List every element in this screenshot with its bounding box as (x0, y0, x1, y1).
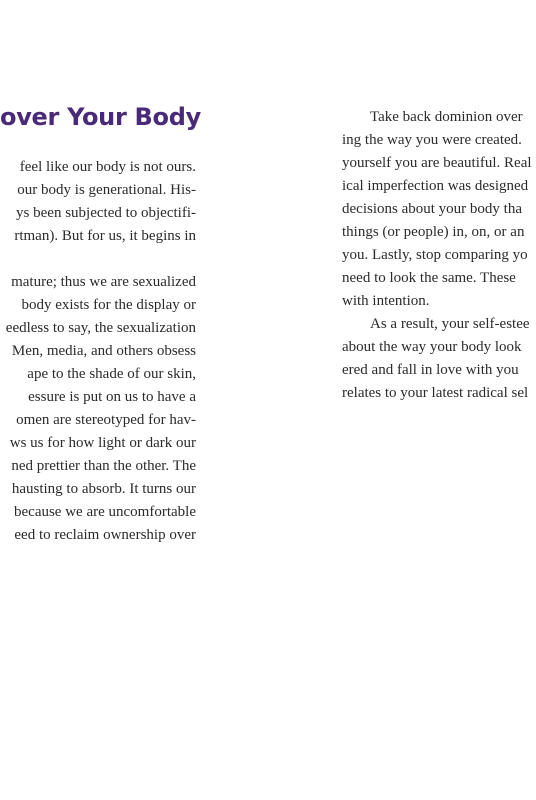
text-line: eedless to say, the sexualization (5, 320, 196, 336)
text-line: As a result, your self-estee (370, 316, 530, 332)
text-line: need to look the same. These (342, 270, 516, 286)
text-line: ered and fall in love with you (342, 362, 519, 378)
section-heading: over Your Body (0, 103, 201, 131)
text-line: relates to your latest radical sel (342, 385, 529, 401)
text-line: essure is put on us to have a (28, 389, 196, 405)
text-line: ned prettier than the other. The (11, 458, 196, 474)
text-line: ws us for how light or dark our (9, 435, 196, 451)
text-line: ical imperfection was designed (342, 178, 529, 194)
text-line: decisions about your body tha (342, 201, 522, 217)
text-line: mature; thus we are sexualized (11, 274, 196, 290)
text-line: yourself you are beautiful. Real (342, 155, 532, 171)
text-line: you. Lastly, stop comparing yo (342, 247, 528, 263)
text-line: feel like our body is not ours. (19, 159, 196, 175)
text-line: ing the way you were created. (342, 132, 522, 148)
text-line: omen are stereotyped for hav- (16, 412, 196, 428)
text-line: rtman). But for us, it begins in (14, 228, 196, 244)
text-line: ys been subjected to objectifi- (16, 205, 196, 221)
text-line: with intention. (342, 293, 430, 309)
text-line: eed to reclaim ownership over (14, 527, 196, 543)
text-line: hausting to absorb. It turns our (11, 481, 196, 497)
text-line: ape to the shade of our skin, (27, 366, 196, 382)
text-line: about the way your body look (342, 339, 522, 355)
text-line: our body is generational. His- (17, 182, 196, 198)
text-line: Take back dominion over (370, 109, 523, 125)
text-line: Men, media, and others obsess (11, 343, 196, 359)
text-line: because we are uncomfortable (14, 504, 196, 520)
text-line: body exists for the display or (21, 297, 196, 313)
text-line: things (or people) in, on, or an (342, 224, 525, 240)
